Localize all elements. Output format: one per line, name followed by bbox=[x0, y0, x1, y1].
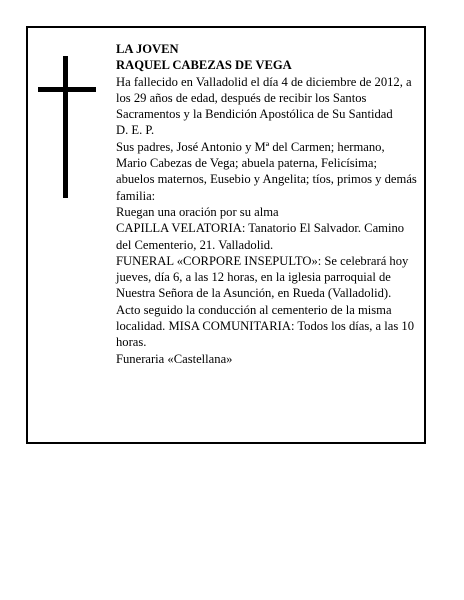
chapel-info: CAPILLA VELATORIA: Tanatorio El Salvador. Camino del Cementerio, 21. Valladolid. bbox=[116, 221, 405, 252]
prayer-request: Ruegan una oración por su alma bbox=[116, 204, 279, 219]
funeral-info: FUNERAL «CORPORE INSEPULTO»: Se celebrará hoy jueves, día 6, a las 12 horas, en la iglesia parroquial de Nuestra Señora de la Asunción, en Rueda (Valladolid). Acto seguido la conducción al cementerio de la misma localidad. MISA COMUNITARIA: Todos los días, a las 10 horas. bbox=[116, 253, 415, 350]
deceased-name: RAQUEL CABEZAS DE VEGA bbox=[116, 58, 292, 73]
family-list: Sus padres, José Antonio y Mª del Carmen; hermano, Mario Cabezas de Vega; abuela paterna, Felicísima; abuelos maternos, Eusebio y Angelita; tíos, primos y demás familia: bbox=[116, 139, 417, 203]
cross-horizontal-bar bbox=[38, 87, 96, 92]
death-announcement: Ha fallecido en Valladolid el día 4 de diciembre de 2012, a los 29 años de edad, después de recibir los Santos Sacramentos y la Bendición Apostólica de Su Santidad bbox=[116, 74, 412, 122]
obituary-notice bbox=[26, 26, 426, 444]
cross-vertical-bar bbox=[63, 56, 68, 198]
latin-cross-icon bbox=[38, 56, 96, 198]
funeral-home: Funeraria «Castellana» bbox=[116, 351, 233, 366]
obituary-text bbox=[116, 41, 418, 367]
dep-line: D. E. P. bbox=[116, 123, 155, 138]
heading-line-1: LA JOVEN bbox=[116, 42, 179, 56]
